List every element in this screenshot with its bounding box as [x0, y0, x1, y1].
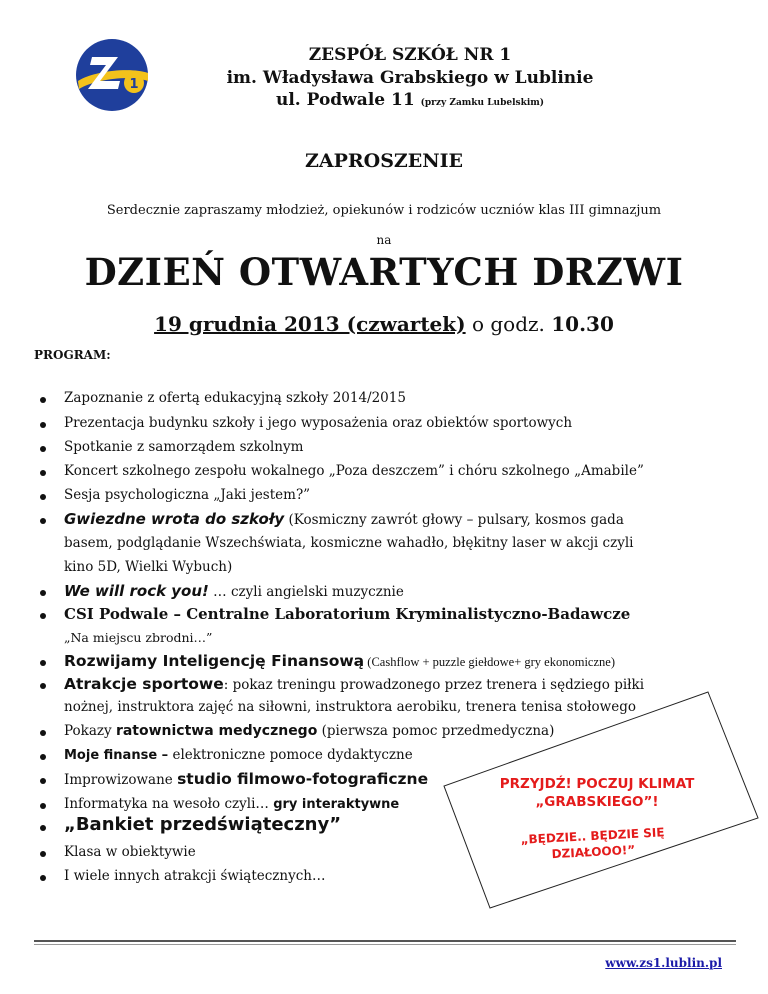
promo-line-4: DZIAŁOOO!” [551, 842, 636, 862]
bullet-icon [40, 613, 46, 619]
item-continuation: basem, podglądanie Wszechświata, kosmiczne wahadło, błękitny laser w akcji czyli [64, 535, 634, 551]
bullet-icon [40, 778, 46, 784]
school-logo [74, 37, 150, 113]
bullet-icon [40, 803, 46, 809]
item-text: CSI Podwale – Centralne Laboratorium Kryminalistyczno-Badawcze [64, 605, 631, 623]
item-prefix: Pokazy [64, 723, 116, 739]
item-detail: … czyli angielski muzycznie [208, 584, 404, 600]
bullet-icon [40, 518, 46, 524]
footer-divider [34, 940, 736, 942]
item-detail: (Kosmiczny zawrót głowy – pulsary, kosmos gada [284, 512, 624, 528]
item-text: Sesja psychologiczna „Jaki jestem?” [64, 487, 311, 503]
item-text [64, 652, 730, 672]
item-highlight: studio filmowo-fotograficzne [177, 770, 429, 788]
date-text: 19 grudnia 2013 (czwartek) [154, 312, 466, 336]
item-text: Zapoznanie z ofertą edukacyjną szkoły 2014/2015 [64, 390, 406, 406]
promo-line-2: „GRABSKIEGO”! [535, 794, 659, 810]
bullet-icon [40, 397, 46, 403]
item-highlight: Atrakcje sportowe [64, 675, 224, 693]
item-highlight: Gwiezdne wrota do szkoły [64, 510, 285, 528]
bullet-icon [40, 470, 46, 476]
event-title: DZIEŃ OTWARTYCH DRZWI [84, 250, 684, 294]
item-continuation: kino 5D, Wielki Wybuch) [64, 559, 233, 575]
bullet-icon [40, 875, 46, 881]
promo-line-3: „BĘDZIE.. BĘDZIE SIĘ [520, 825, 665, 847]
footer-divider-thin [34, 944, 736, 945]
bullet-icon [40, 851, 46, 857]
svg-text:1: 1 [129, 77, 139, 92]
item-text [64, 510, 730, 530]
bullet-icon [40, 754, 46, 760]
bullet-icon [40, 422, 46, 428]
item-detail: : pokaz treningu prowadzonego przez trenera i sędziego piłki [223, 677, 645, 693]
bullet-icon [40, 825, 46, 831]
item-highlight: ratownictwa medycznego [115, 723, 318, 739]
bullet-icon [40, 683, 46, 689]
na-text: na [376, 233, 392, 247]
item-prefix: Improwizowane [64, 772, 178, 788]
item-highlight: gry interaktywne [273, 797, 400, 812]
invitation-text: Serdecznie zapraszamy młodzież, opiekunów i rodziców uczniów klas III gimnazjum [106, 203, 662, 218]
item-highlight: Moje finanse – [64, 748, 169, 763]
event-date [0, 312, 768, 336]
address-note: (przy Zamku Lubelskim) [420, 98, 545, 108]
program-label: PROGRAM: [34, 348, 111, 362]
item-text: I wiele innych atrakcji świątecznych… [64, 868, 326, 884]
item-highlight: Rozwijamy Inteligencję Finansową [64, 652, 365, 670]
promo-line-1: PRZYJDŹ! POCZUJ KLIMAT [499, 776, 695, 792]
item-highlight: We will rock you! [64, 582, 209, 600]
item-text: Klasa w obiektywie [64, 844, 196, 860]
bullet-icon [40, 446, 46, 452]
item-prefix: Informatyka na wesoło czyli… [64, 796, 274, 812]
bullet-icon [40, 590, 46, 596]
item-detail: (pierwsza pomoc przedmedyczna) [317, 723, 555, 739]
item-text: Koncert szkolnego zespołu wokalnego „Poza deszczem” i chóru szkolnego „Amabile” [64, 463, 644, 479]
bullet-icon [40, 660, 46, 666]
item-text: „Bankiet przedświąteczny” [64, 814, 342, 835]
header-line-1: ZESPÓŁ SZKÓŁ NR 1 [308, 45, 512, 65]
date-time: 10.30 [551, 312, 614, 336]
item-text [64, 582, 730, 602]
bullet-icon [40, 730, 46, 736]
item-continuation: nożnej, instruktora zajęć na siłowni, instruktora aerobiku, trenera tenisa stołowego [64, 699, 636, 715]
item-text: Spotkanie z samorządem szkolnym [64, 439, 304, 455]
website-link[interactable]: www.zs1.lublin.pl [605, 956, 722, 970]
address: ul. Podwale 11 [275, 90, 415, 110]
document-title: ZAPROSZENIE [304, 150, 464, 172]
bullet-icon [40, 494, 46, 500]
item-text: Prezentacja budynku szkoły i jego wyposażenia oraz obiektów sportowych [64, 415, 573, 431]
header-line-2: im. Władysława Grabskiego w Lublinie [226, 68, 594, 88]
item-continuation: „Na miejscu zbrodni…” [64, 630, 213, 645]
item-detail: elektroniczne pomoce dydaktyczne [168, 747, 413, 763]
item-detail: (Cashflow + puzzle giełdowe+ gry ekonomiczne) [364, 655, 615, 669]
promo-text [462, 775, 732, 811]
date-mid: o godz. [465, 312, 552, 336]
header-line-3 [150, 90, 670, 110]
